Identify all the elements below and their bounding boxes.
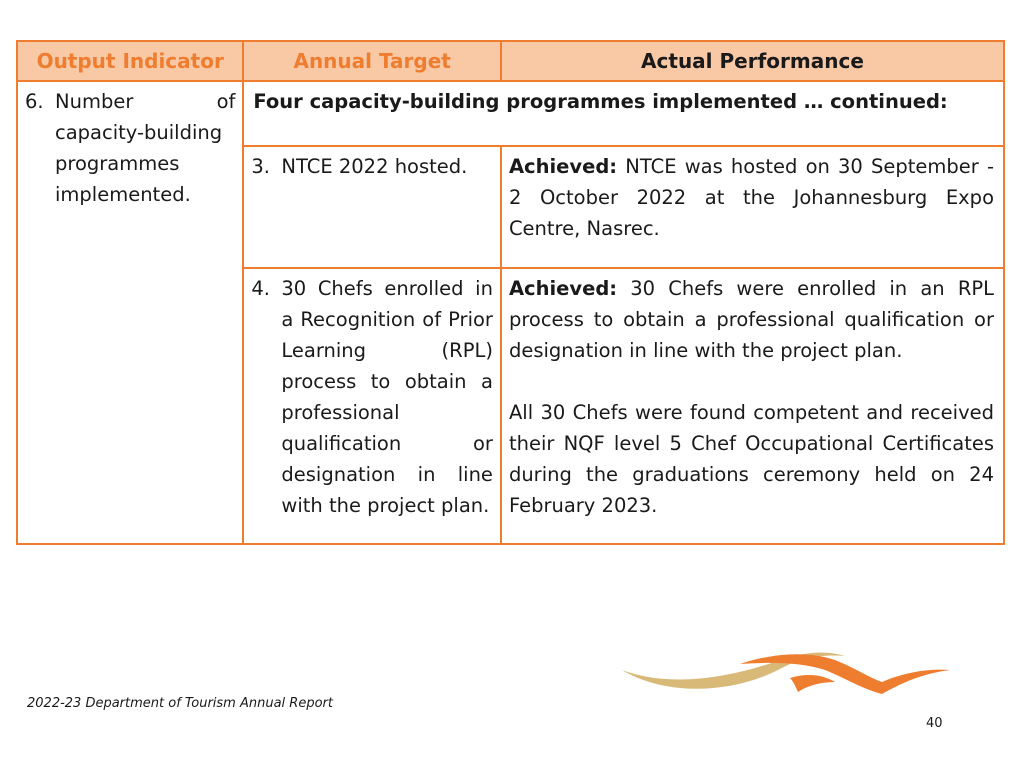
indicator-cell <box>17 81 243 544</box>
indicator-text: Number of capacity-building programmes implemented. <box>55 90 236 206</box>
target-cell <box>243 146 501 268</box>
header-row <box>17 41 1004 81</box>
logo-orange-swoosh-2 <box>790 675 835 692</box>
performance-cell <box>501 146 1004 268</box>
subheading-row <box>17 81 1004 146</box>
header-output-indicator: Output Indicator <box>17 41 243 81</box>
subheading-cell <box>243 81 1004 146</box>
indicator-number: 6. <box>25 90 44 113</box>
performance-cell <box>501 268 1004 544</box>
target-cell <box>243 268 501 544</box>
logo-orange-swoosh <box>740 654 950 694</box>
target-text: 30 Chefs enrolled in a Recognition of Prior Learning (RPL) process to obtain a professional qualification or designation in line with the project plan. <box>281 277 493 517</box>
status-label: Achieved: <box>508 155 618 178</box>
status-label: Achieved: <box>508 277 618 300</box>
target-number: 4. <box>251 277 270 300</box>
page-number: 40 <box>926 716 943 731</box>
performance-text-2: All 30 Chefs were found competent and received their NQF level 5 Chef Occupational Certificates during the graduations ceremony held on 24 February 2023. <box>508 401 994 517</box>
target-text: NTCE 2022 hosted. <box>281 155 468 178</box>
performance-table <box>16 40 1005 545</box>
header-annual-target: Annual Target <box>243 41 501 81</box>
subheading-text: Four capacity-building programmes implemented … continued: <box>253 90 948 113</box>
header-actual-performance: Actual Performance <box>501 41 1004 81</box>
performance-text: 30 Chefs were enrolled in an RPL process to obtain a professional qualification or designation in line with the project plan. <box>508 277 994 362</box>
target-number: 3. <box>251 155 270 178</box>
footer-text: 2022-23 Department of Tourism Annual Report <box>27 696 333 711</box>
department-logo <box>620 648 955 700</box>
performance-text: NTCE was hosted on 30 September - 2 October 2022 at the Johannesburg Expo Centre, Nasrec. <box>508 155 994 240</box>
